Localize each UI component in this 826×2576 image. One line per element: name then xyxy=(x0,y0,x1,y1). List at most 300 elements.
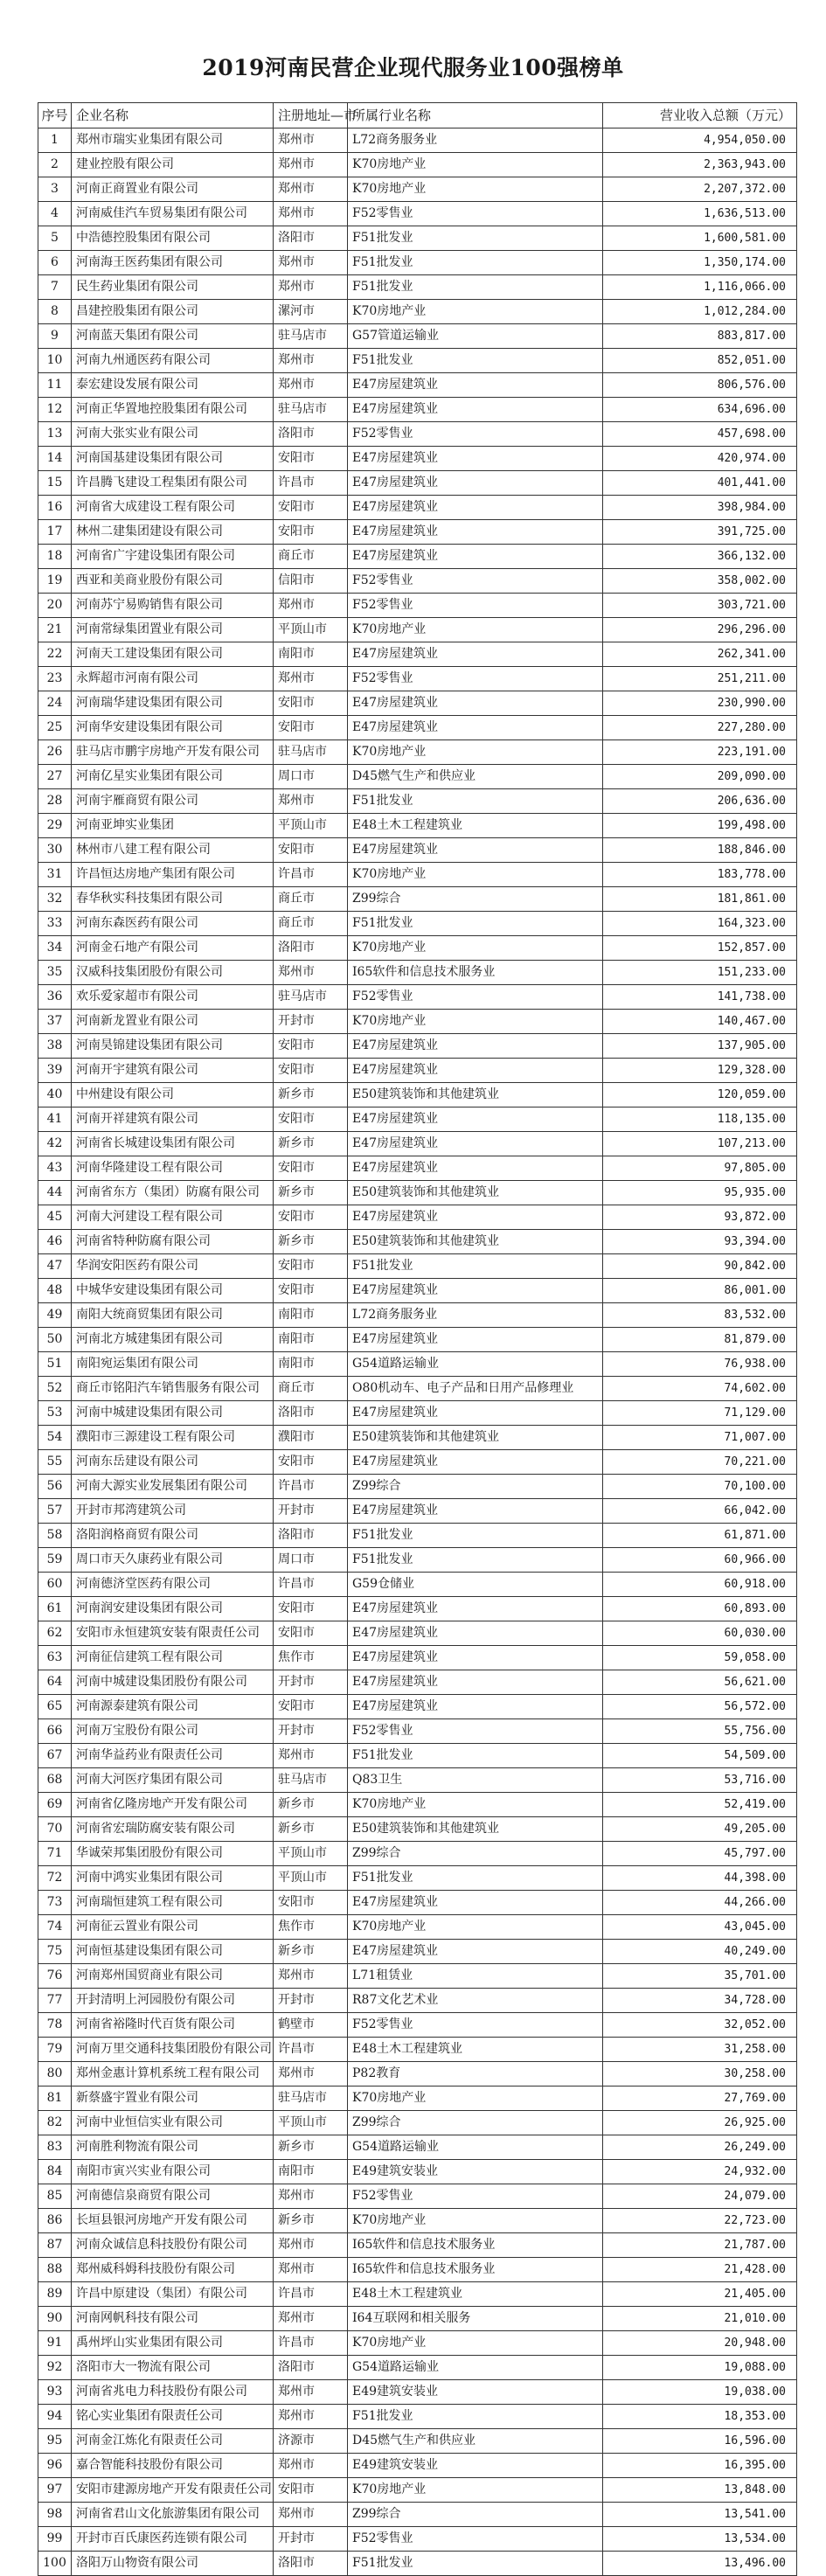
table-row xyxy=(38,1621,797,1646)
revenue-cell: 52,419.00 xyxy=(603,1793,797,1817)
industry-cell: E47房屋建筑业 xyxy=(348,496,603,520)
company-name-cell: 河南省东方（集团）防腐有限公司 xyxy=(72,1181,274,1205)
revenue-cell: 4,954,050.00 xyxy=(603,128,797,153)
rank-cell: 19 xyxy=(38,569,72,594)
table-row xyxy=(38,2356,797,2380)
table-row xyxy=(38,373,797,398)
rank-cell: 36 xyxy=(38,985,72,1010)
table-row xyxy=(38,716,797,740)
industry-cell: E47房屋建筑业 xyxy=(348,1940,603,1964)
rank-cell: 37 xyxy=(38,1010,72,1034)
table-row xyxy=(38,545,797,569)
table-row xyxy=(38,1866,797,1891)
rank-cell: 20 xyxy=(38,594,72,618)
industry-cell: F51批发业 xyxy=(348,1524,603,1548)
industry-cell: E47房屋建筑业 xyxy=(348,471,603,496)
company-name-cell: 永辉超市河南有限公司 xyxy=(72,667,274,691)
rank-cell: 15 xyxy=(38,471,72,496)
revenue-cell: 66,042.00 xyxy=(603,1499,797,1524)
city-cell: 郑州市 xyxy=(274,594,348,618)
rank-cell: 42 xyxy=(38,1132,72,1156)
rank-cell: 14 xyxy=(38,447,72,471)
company-name-cell: 河南苏宁易购销售有限公司 xyxy=(72,594,274,618)
company-name-cell: 驻马店市鹏宇房地产开发有限公司 xyxy=(72,740,274,765)
company-name-cell: 河南威佳汽车贸易集团有限公司 xyxy=(72,202,274,226)
revenue-cell: 16,596.00 xyxy=(603,2429,797,2454)
table-row xyxy=(38,324,797,349)
industry-cell: F52零售业 xyxy=(348,667,603,691)
rank-cell: 9 xyxy=(38,324,72,349)
table-row xyxy=(38,618,797,642)
revenue-cell: 883,817.00 xyxy=(603,324,797,349)
table-row xyxy=(38,740,797,765)
company-name-cell: 河南昊锦建设集团有限公司 xyxy=(72,1034,274,1059)
industry-cell: E49建筑安装业 xyxy=(348,2454,603,2478)
table-row xyxy=(38,2013,797,2038)
rank-cell: 35 xyxy=(38,961,72,985)
revenue-cell: 303,721.00 xyxy=(603,594,797,618)
rank-cell: 34 xyxy=(38,936,72,961)
city-cell: 许昌市 xyxy=(274,863,348,887)
rank-cell: 26 xyxy=(38,740,72,765)
rank-cell: 52 xyxy=(38,1377,72,1401)
city-cell: 开封市 xyxy=(274,1010,348,1034)
revenue-cell: 188,846.00 xyxy=(603,838,797,863)
company-name-cell: 许昌恒达房地产集团有限公司 xyxy=(72,863,274,887)
industry-cell: R87文化艺术业 xyxy=(348,1989,603,2013)
rank-cell: 50 xyxy=(38,1328,72,1352)
industry-cell: E49建筑安装业 xyxy=(348,2160,603,2184)
industry-cell: E47房屋建筑业 xyxy=(348,545,603,569)
company-name-cell: 河南省裕隆时代百货有限公司 xyxy=(72,2013,274,2038)
table-row xyxy=(38,1254,797,1279)
city-cell: 洛阳市 xyxy=(274,226,348,251)
city-cell: 安阳市 xyxy=(274,1034,348,1059)
revenue-cell: 634,696.00 xyxy=(603,398,797,422)
table-row xyxy=(38,1989,797,2013)
city-cell: 平顶山市 xyxy=(274,1866,348,1891)
rank-cell: 64 xyxy=(38,1670,72,1695)
company-name-cell: 河南金江炼化有限责任公司 xyxy=(72,2429,274,2454)
company-name-cell: 河南润安建设集团有限公司 xyxy=(72,1597,274,1621)
revenue-cell: 43,045.00 xyxy=(603,1915,797,1940)
rank-cell: 54 xyxy=(38,1426,72,1450)
company-name-cell: 河南开宇建筑有限公司 xyxy=(72,1059,274,1083)
table-row xyxy=(38,153,797,177)
city-cell: 许昌市 xyxy=(274,1475,348,1499)
revenue-cell: 49,205.00 xyxy=(603,1817,797,1842)
column-header-revenue: 营业收入总额（万元） xyxy=(603,103,797,128)
company-name-cell: 河南北方城建集团有限公司 xyxy=(72,1328,274,1352)
revenue-cell: 74,602.00 xyxy=(603,1377,797,1401)
revenue-cell: 19,038.00 xyxy=(603,2380,797,2405)
rank-cell: 7 xyxy=(38,275,72,300)
industry-cell: F51批发业 xyxy=(348,349,603,373)
city-cell: 驻马店市 xyxy=(274,398,348,422)
table-row xyxy=(38,2380,797,2405)
table-row xyxy=(38,2160,797,2184)
industry-cell: E50建筑装饰和其他建筑业 xyxy=(348,1426,603,1450)
revenue-cell: 420,974.00 xyxy=(603,447,797,471)
revenue-cell: 1,116,066.00 xyxy=(603,275,797,300)
city-cell: 郑州市 xyxy=(274,153,348,177)
table-row xyxy=(38,1181,797,1205)
table-row xyxy=(38,2331,797,2356)
rank-cell: 65 xyxy=(38,1695,72,1719)
industry-cell: G54道路运输业 xyxy=(348,2356,603,2380)
table-row xyxy=(38,642,797,667)
company-name-cell: 洛阳市大一物流有限公司 xyxy=(72,2356,274,2380)
rank-cell: 63 xyxy=(38,1646,72,1670)
revenue-cell: 70,100.00 xyxy=(603,1475,797,1499)
company-name-cell: 昌建控股集团有限公司 xyxy=(72,300,274,324)
company-name-cell: 河南国基建设集团有限公司 xyxy=(72,447,274,471)
company-name-cell: 河南中业恒信实业有限公司 xyxy=(72,2111,274,2135)
table-row xyxy=(38,251,797,275)
revenue-cell: 21,405.00 xyxy=(603,2282,797,2307)
rank-cell: 18 xyxy=(38,545,72,569)
company-name-cell: 中城华安建设集团有限公司 xyxy=(72,1279,274,1303)
table-row xyxy=(38,1719,797,1744)
revenue-cell: 358,002.00 xyxy=(603,569,797,594)
revenue-cell: 19,088.00 xyxy=(603,2356,797,2380)
rank-cell: 83 xyxy=(38,2135,72,2160)
industry-cell: F51批发业 xyxy=(348,1254,603,1279)
city-cell: 新乡市 xyxy=(274,2209,348,2233)
revenue-cell: 209,090.00 xyxy=(603,765,797,789)
company-name-cell: 泰宏建设发展有限公司 xyxy=(72,373,274,398)
industry-cell: E47房屋建筑业 xyxy=(348,1670,603,1695)
table-row xyxy=(38,1695,797,1719)
rank-cell: 94 xyxy=(38,2405,72,2429)
industry-cell: E47房屋建筑业 xyxy=(348,1156,603,1181)
revenue-cell: 141,738.00 xyxy=(603,985,797,1010)
company-name-cell: 河南省亿隆房地产开发有限公司 xyxy=(72,1793,274,1817)
company-name-cell: 林州二建集团建设有限公司 xyxy=(72,520,274,545)
company-name-cell: 华诚荣邦集团股份有限公司 xyxy=(72,1842,274,1866)
table-row xyxy=(38,447,797,471)
table-row xyxy=(38,863,797,887)
company-name-cell: 华润安阳医药有限公司 xyxy=(72,1254,274,1279)
revenue-cell: 22,723.00 xyxy=(603,2209,797,2233)
city-cell: 周口市 xyxy=(274,765,348,789)
city-cell: 焦作市 xyxy=(274,1646,348,1670)
industry-cell: Z99综合 xyxy=(348,2111,603,2135)
revenue-cell: 1,636,513.00 xyxy=(603,202,797,226)
revenue-cell: 90,842.00 xyxy=(603,1254,797,1279)
table-row xyxy=(38,1573,797,1597)
industry-cell: F52零售业 xyxy=(348,2013,603,2038)
company-name-cell: 河南亚坤实业集团 xyxy=(72,814,274,838)
rank-cell: 22 xyxy=(38,642,72,667)
revenue-cell: 71,007.00 xyxy=(603,1426,797,1450)
company-name-cell: 南阳大统商贸集团有限公司 xyxy=(72,1303,274,1328)
table-row xyxy=(38,1817,797,1842)
column-header-city: 注册地址—市 xyxy=(274,103,348,128)
industry-cell: G57管道运输业 xyxy=(348,324,603,349)
industry-cell: F51批发业 xyxy=(348,1866,603,1891)
city-cell: 许昌市 xyxy=(274,2331,348,2356)
city-cell: 南阳市 xyxy=(274,642,348,667)
industry-cell: G54道路运输业 xyxy=(348,1352,603,1377)
industry-cell: K70房地产业 xyxy=(348,1010,603,1034)
table-row xyxy=(38,2062,797,2086)
table-row xyxy=(38,1744,797,1768)
revenue-cell: 391,725.00 xyxy=(603,520,797,545)
industry-cell: D45燃气生产和供应业 xyxy=(348,2429,603,2454)
revenue-cell: 118,135.00 xyxy=(603,1107,797,1132)
rank-cell: 75 xyxy=(38,1940,72,1964)
company-name-cell: 周口市天久康药业有限公司 xyxy=(72,1548,274,1573)
city-cell: 商丘市 xyxy=(274,545,348,569)
revenue-cell: 30,258.00 xyxy=(603,2062,797,2086)
table-row xyxy=(38,2429,797,2454)
city-cell: 济源市 xyxy=(274,2429,348,2454)
rank-cell: 6 xyxy=(38,251,72,275)
rank-cell: 61 xyxy=(38,1597,72,1621)
table-row xyxy=(38,2111,797,2135)
company-name-cell: 河南海王医药集团有限公司 xyxy=(72,251,274,275)
industry-cell: F51批发业 xyxy=(348,226,603,251)
table-row xyxy=(38,2503,797,2527)
industry-cell: E47房屋建筑业 xyxy=(348,838,603,863)
table-row xyxy=(38,1940,797,1964)
revenue-cell: 44,266.00 xyxy=(603,1891,797,1915)
industry-cell: E50建筑装饰和其他建筑业 xyxy=(348,1817,603,1842)
industry-cell: E47房屋建筑业 xyxy=(348,1597,603,1621)
industry-cell: Z99综合 xyxy=(348,1475,603,1499)
city-cell: 郑州市 xyxy=(274,2062,348,2086)
rank-cell: 73 xyxy=(38,1891,72,1915)
table-row xyxy=(38,1010,797,1034)
revenue-cell: 21,010.00 xyxy=(603,2307,797,2331)
city-cell: 新乡市 xyxy=(274,1132,348,1156)
revenue-cell: 21,787.00 xyxy=(603,2233,797,2258)
industry-cell: E50建筑装饰和其他建筑业 xyxy=(348,1181,603,1205)
revenue-cell: 40,249.00 xyxy=(603,1940,797,1964)
city-cell: 安阳市 xyxy=(274,1695,348,1719)
revenue-cell: 140,467.00 xyxy=(603,1010,797,1034)
table-row xyxy=(38,1328,797,1352)
revenue-cell: 1,350,174.00 xyxy=(603,251,797,275)
table-row xyxy=(38,202,797,226)
industry-cell: F52零售业 xyxy=(348,2527,603,2552)
industry-cell: F52零售业 xyxy=(348,985,603,1010)
revenue-cell: 31,258.00 xyxy=(603,2038,797,2062)
industry-cell: F52零售业 xyxy=(348,1719,603,1744)
city-cell: 新乡市 xyxy=(274,1793,348,1817)
industry-cell: E50建筑装饰和其他建筑业 xyxy=(348,1083,603,1107)
city-cell: 开封市 xyxy=(274,1670,348,1695)
company-name-cell: 河南正华置地控股集团有限公司 xyxy=(72,398,274,422)
industry-cell: K70房地产业 xyxy=(348,1793,603,1817)
company-name-cell: 河南华安建设集团有限公司 xyxy=(72,716,274,740)
table-row xyxy=(38,520,797,545)
table-row xyxy=(38,667,797,691)
rank-cell: 49 xyxy=(38,1303,72,1328)
company-name-cell: 河南省兆电力科技股份有限公司 xyxy=(72,2380,274,2405)
revenue-cell: 2,207,372.00 xyxy=(603,177,797,202)
industry-cell: K70房地产业 xyxy=(348,177,603,202)
table-row xyxy=(38,1352,797,1377)
company-name-cell: 河南天工建设集团有限公司 xyxy=(72,642,274,667)
city-cell: 驻马店市 xyxy=(274,2086,348,2111)
revenue-cell: 199,498.00 xyxy=(603,814,797,838)
revenue-cell: 806,576.00 xyxy=(603,373,797,398)
industry-cell: Z99综合 xyxy=(348,1842,603,1866)
industry-cell: E47房屋建筑业 xyxy=(348,1059,603,1083)
industry-cell: E47房屋建筑业 xyxy=(348,1499,603,1524)
industry-cell: E47房屋建筑业 xyxy=(348,716,603,740)
industry-cell: F52零售业 xyxy=(348,594,603,618)
company-name-cell: 河南蓝天集团有限公司 xyxy=(72,324,274,349)
table-row xyxy=(38,1548,797,1573)
industry-cell: I65软件和信息技术服务业 xyxy=(348,2258,603,2282)
company-name-cell: 南阳宛运集团有限公司 xyxy=(72,1352,274,1377)
rank-cell: 77 xyxy=(38,1989,72,2013)
revenue-cell: 120,059.00 xyxy=(603,1083,797,1107)
city-cell: 平顶山市 xyxy=(274,618,348,642)
city-cell: 新乡市 xyxy=(274,1181,348,1205)
company-name-cell: 长垣县银河房地产开发有限公司 xyxy=(72,2209,274,2233)
city-cell: 郑州市 xyxy=(274,2233,348,2258)
revenue-cell: 366,132.00 xyxy=(603,545,797,569)
company-name-cell: 河南瑞恒建筑工程有限公司 xyxy=(72,1891,274,1915)
company-name-cell: 安阳市建源房地产开发有限责任公司 xyxy=(72,2478,274,2503)
city-cell: 南阳市 xyxy=(274,2160,348,2184)
city-cell: 驻马店市 xyxy=(274,740,348,765)
table-row xyxy=(38,398,797,422)
rank-cell: 80 xyxy=(38,2062,72,2086)
city-cell: 郑州市 xyxy=(274,177,348,202)
city-cell: 安阳市 xyxy=(274,496,348,520)
city-cell: 开封市 xyxy=(274,1499,348,1524)
revenue-cell: 60,030.00 xyxy=(603,1621,797,1646)
table-row xyxy=(38,2233,797,2258)
city-cell: 安阳市 xyxy=(274,447,348,471)
revenue-cell: 56,572.00 xyxy=(603,1695,797,1719)
industry-cell: K70房地产业 xyxy=(348,2209,603,2233)
city-cell: 洛阳市 xyxy=(274,1401,348,1426)
company-name-cell: 河南宇雁商贸有限公司 xyxy=(72,789,274,814)
company-name-cell: 河南省特种防腐有限公司 xyxy=(72,1230,274,1254)
city-cell: 新乡市 xyxy=(274,2135,348,2160)
city-cell: 安阳市 xyxy=(274,520,348,545)
table-row xyxy=(38,1597,797,1621)
city-cell: 郑州市 xyxy=(274,373,348,398)
revenue-cell: 60,966.00 xyxy=(603,1548,797,1573)
rank-cell: 53 xyxy=(38,1401,72,1426)
revenue-cell: 107,213.00 xyxy=(603,1132,797,1156)
table-row xyxy=(38,2135,797,2160)
industry-cell: F51批发业 xyxy=(348,275,603,300)
table-row xyxy=(38,1083,797,1107)
rank-cell: 72 xyxy=(38,1866,72,1891)
industry-cell: G59仓储业 xyxy=(348,1573,603,1597)
revenue-cell: 76,938.00 xyxy=(603,1352,797,1377)
company-name-cell: 河南瑞华建设集团有限公司 xyxy=(72,691,274,716)
city-cell: 焦作市 xyxy=(274,1915,348,1940)
table-row xyxy=(38,2209,797,2233)
city-cell: 新乡市 xyxy=(274,1940,348,1964)
company-name-cell: 河南郑州国贸商业有限公司 xyxy=(72,1964,274,1989)
company-name-cell: 河南网帆科技有限公司 xyxy=(72,2307,274,2331)
industry-cell: E47房屋建筑业 xyxy=(348,1646,603,1670)
city-cell: 安阳市 xyxy=(274,691,348,716)
table-header-row xyxy=(38,103,797,128)
city-cell: 鹤壁市 xyxy=(274,2013,348,2038)
company-name-cell: 河南大张实业有限公司 xyxy=(72,422,274,447)
table-row xyxy=(38,1646,797,1670)
city-cell: 平顶山市 xyxy=(274,814,348,838)
table-row xyxy=(38,765,797,789)
company-name-cell: 安阳市永恒建筑安装有限责任公司 xyxy=(72,1621,274,1646)
city-cell: 许昌市 xyxy=(274,471,348,496)
industry-cell: K70房地产业 xyxy=(348,153,603,177)
city-cell: 漯河市 xyxy=(274,300,348,324)
company-name-cell: 河南中城建设集团有限公司 xyxy=(72,1401,274,1426)
industry-cell: E49建筑安装业 xyxy=(348,2380,603,2405)
revenue-cell: 164,323.00 xyxy=(603,912,797,936)
city-cell: 商丘市 xyxy=(274,912,348,936)
page-title: 2019河南民营企业现代服务业100强榜单 xyxy=(202,55,624,80)
rank-cell: 57 xyxy=(38,1499,72,1524)
rank-cell: 66 xyxy=(38,1719,72,1744)
industry-cell: L72商务服务业 xyxy=(348,128,603,153)
table-row xyxy=(38,1377,797,1401)
table-row xyxy=(38,1475,797,1499)
revenue-cell: 1,012,284.00 xyxy=(603,300,797,324)
industry-cell: E47房屋建筑业 xyxy=(348,1891,603,1915)
industry-cell: E47房屋建筑业 xyxy=(348,1401,603,1426)
revenue-cell: 86,001.00 xyxy=(603,1279,797,1303)
city-cell: 安阳市 xyxy=(274,1621,348,1646)
revenue-cell: 45,797.00 xyxy=(603,1842,797,1866)
revenue-cell: 95,935.00 xyxy=(603,1181,797,1205)
city-cell: 安阳市 xyxy=(274,1279,348,1303)
industry-cell: K70房地产业 xyxy=(348,618,603,642)
city-cell: 郑州市 xyxy=(274,2307,348,2331)
city-cell: 郑州市 xyxy=(274,275,348,300)
rank-cell: 89 xyxy=(38,2282,72,2307)
table-row xyxy=(38,2038,797,2062)
company-name-cell: 河南华益药业有限责任公司 xyxy=(72,1744,274,1768)
rank-cell: 29 xyxy=(38,814,72,838)
table-row xyxy=(38,594,797,618)
industry-cell: D45燃气生产和供应业 xyxy=(348,765,603,789)
rank-cell: 84 xyxy=(38,2160,72,2184)
industry-cell: F51批发业 xyxy=(348,2552,603,2576)
revenue-cell: 129,328.00 xyxy=(603,1059,797,1083)
table-row xyxy=(38,177,797,202)
rank-cell: 62 xyxy=(38,1621,72,1646)
rank-cell: 95 xyxy=(38,2429,72,2454)
company-name-cell: 汉威科技集团股份有限公司 xyxy=(72,961,274,985)
industry-cell: Z99综合 xyxy=(348,2503,603,2527)
industry-cell: O80机动车、电子产品和日用产品修理业 xyxy=(348,1377,603,1401)
city-cell: 许昌市 xyxy=(274,2038,348,2062)
company-name-cell: 河南大源实业发展集团有限公司 xyxy=(72,1475,274,1499)
company-name-cell: 河南众诚信息科技股份有限公司 xyxy=(72,2233,274,2258)
rank-cell: 56 xyxy=(38,1475,72,1499)
table-row xyxy=(38,1230,797,1254)
company-name-cell: 河南省君山文化旅游集团有限公司 xyxy=(72,2503,274,2527)
table-row xyxy=(38,1303,797,1328)
city-cell: 许昌市 xyxy=(274,1573,348,1597)
company-name-cell: 河南省宏瑞防腐安装有限公司 xyxy=(72,1817,274,1842)
company-name-cell: 河南征云置业有限公司 xyxy=(72,1915,274,1940)
industry-cell: F51批发业 xyxy=(348,789,603,814)
